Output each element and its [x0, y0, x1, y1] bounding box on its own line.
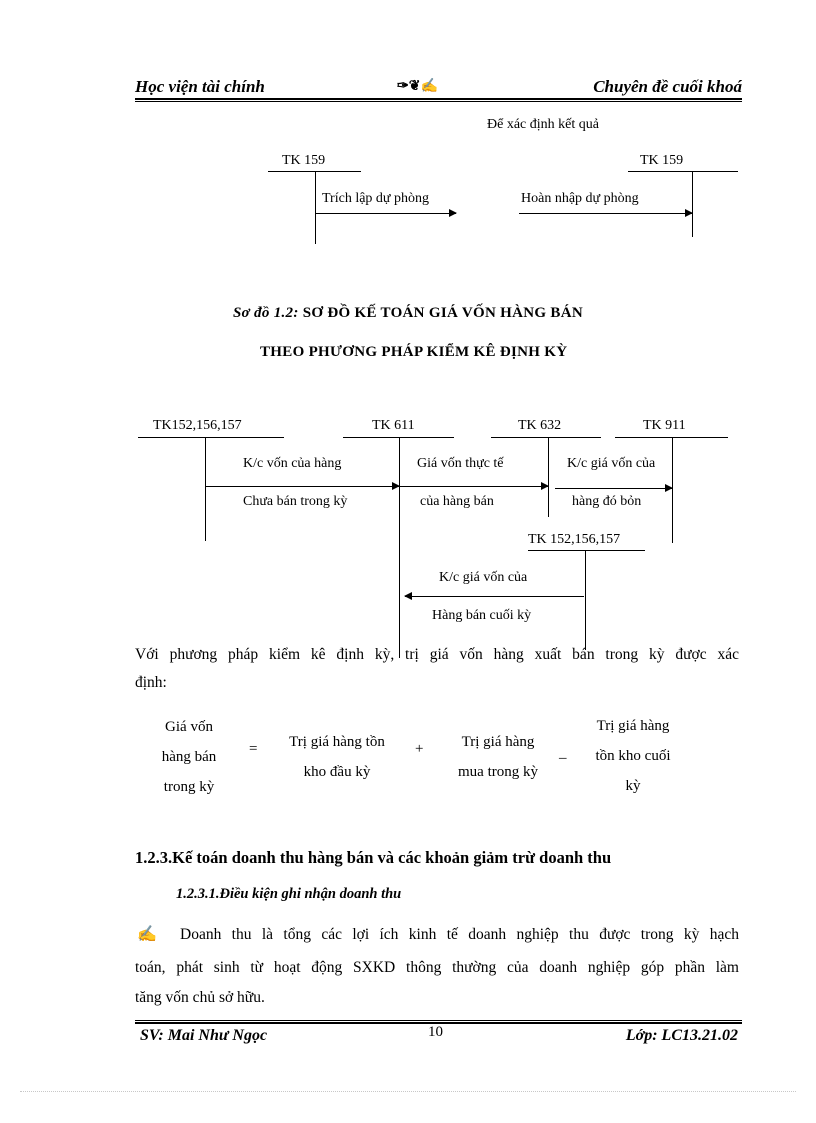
arrow-label-provision: Trích lập dự phòng: [322, 191, 430, 206]
footer-page-number: 10: [428, 1024, 443, 1040]
formula-lhs: [148, 712, 230, 802]
t-account-top-rule: [491, 437, 601, 438]
header-ornament-icon: ✑❦✍: [397, 79, 438, 94]
t-account-stem: [399, 437, 400, 658]
t-account-top-rule: [628, 171, 738, 172]
t-account-stem: [585, 550, 586, 650]
arrow-reversal: [519, 213, 692, 214]
header-rule-thin: [135, 101, 742, 102]
t-account-stem: [692, 171, 693, 237]
diagram2-title-line1: [233, 305, 583, 322]
account-tk152-bottom: TK 152,156,157: [528, 532, 621, 547]
arrow-transfer-to-611: [206, 486, 399, 487]
header-rule: [135, 98, 742, 100]
diagram2-title-text: SƠ ĐỒ KẾ TOÁN GIÁ VỐN HÀNG BÁN: [298, 305, 583, 321]
footer-rule-thin: [135, 1020, 742, 1021]
formula-term2: [440, 727, 556, 787]
t-account-stem: [205, 437, 206, 541]
arrow-label-reversal: Hoàn nhập dự phòng: [521, 191, 639, 206]
formula-plus: +: [415, 741, 424, 757]
formula-term2-line: Trị giá hàng: [461, 734, 535, 750]
footer-class: Lớp: LC13.21.02: [625, 1027, 738, 1044]
formula-term3-line: Trị giá hàng: [596, 718, 670, 734]
paragraph-method-line1: Với phương pháp kiểm kê định kỳ, trị giá vốn hàng xuất bán trong kỳ được xác: [135, 646, 739, 663]
arrow4-label-top: K/c giá vốn của: [439, 570, 528, 585]
section-heading: 1.2.3.Kế toán doanh thu hàng bán và các khoản giảm trừ doanh thu: [135, 848, 612, 867]
arrow1-label-top: K/c vốn của hàng: [243, 456, 342, 471]
revenue-paragraph-line3: tăng vốn chủ sở hữu.: [135, 989, 265, 1006]
t-account-stem: [315, 171, 316, 244]
formula-term3-line: tồn kho cuối: [595, 748, 671, 764]
account-tk632: TK 632: [518, 418, 562, 433]
section-subheading: 1.2.3.1.Điều kiện ghi nhận doanh thu: [176, 886, 402, 902]
arrow3-label-bottom: hàng đó bỏn: [572, 494, 642, 509]
formula-minus: –: [559, 750, 567, 766]
diagram1-caption: Để xác định kết quả: [487, 117, 599, 132]
arrow1-label-bottom: Chưa bán trong kỳ: [243, 494, 348, 509]
arrow2-label-top: Giá vốn thực tế: [417, 456, 504, 471]
arrow3-label-top: K/c giá vốn của: [567, 456, 656, 471]
formula-term3-line: kỳ: [625, 778, 641, 794]
formula-lhs-line: Giá vốn: [165, 719, 213, 735]
bullet-pen-icon: ✍: [137, 926, 157, 943]
formula-term1-line: Trị giá hàng tồn: [289, 734, 385, 750]
paragraph-method-line2: định:: [135, 674, 167, 691]
arrow4-label-bottom: Hàng bán cuối kỳ: [432, 608, 532, 623]
t-account-stem: [548, 437, 549, 517]
footer-student: SV: Mai Như Ngọc: [140, 1027, 268, 1044]
header-right: Chuyên đề cuối khoá: [593, 77, 742, 96]
formula-term3: [582, 711, 684, 801]
formula-term1: [272, 727, 402, 787]
account-tk152-left: TK152,156,157: [153, 418, 242, 433]
diagram2-title-line2: THEO PHƯƠNG PHÁP KIỂM KÊ ĐỊNH KỲ: [260, 344, 568, 360]
header-left: Học viện tài chính: [135, 77, 265, 96]
diagram2-title-prefix: Sơ đồ 1.2:: [233, 305, 299, 321]
account-tk611: TK 611: [372, 418, 415, 433]
account-tk911: TK 911: [643, 418, 686, 433]
account-tk159-right: TK 159: [640, 153, 684, 168]
arrow-cost-to-632: [400, 486, 548, 487]
arrow-provision: [316, 213, 456, 214]
formula-equals: =: [249, 741, 258, 757]
arrow-return-to-611: [405, 596, 584, 597]
formula-lhs-line: trong kỳ: [163, 779, 215, 795]
formula-term2-line: mua trong kỳ: [458, 764, 538, 780]
page-bottom-dotted-line: [20, 1091, 796, 1092]
formula-term1-line: kho đầu kỳ: [303, 764, 371, 780]
arrow2-label-bottom: của hàng bán: [420, 494, 494, 509]
revenue-paragraph-line1: Doanh thu là tổng các lợi ích kinh tế doanh nghiệp thu được trong kỳ hạch: [180, 926, 739, 943]
t-account-top-rule: [138, 437, 284, 438]
revenue-paragraph-line2: toán, phát sinh từ hoạt động SXKD thông thường của doanh nghiệp góp phần làm: [135, 959, 739, 976]
formula-lhs-line: hàng bán: [161, 749, 217, 765]
account-tk159-left: TK 159: [282, 153, 326, 168]
t-account-top-rule: [528, 550, 645, 551]
arrow-cost-to-911: [555, 488, 672, 489]
